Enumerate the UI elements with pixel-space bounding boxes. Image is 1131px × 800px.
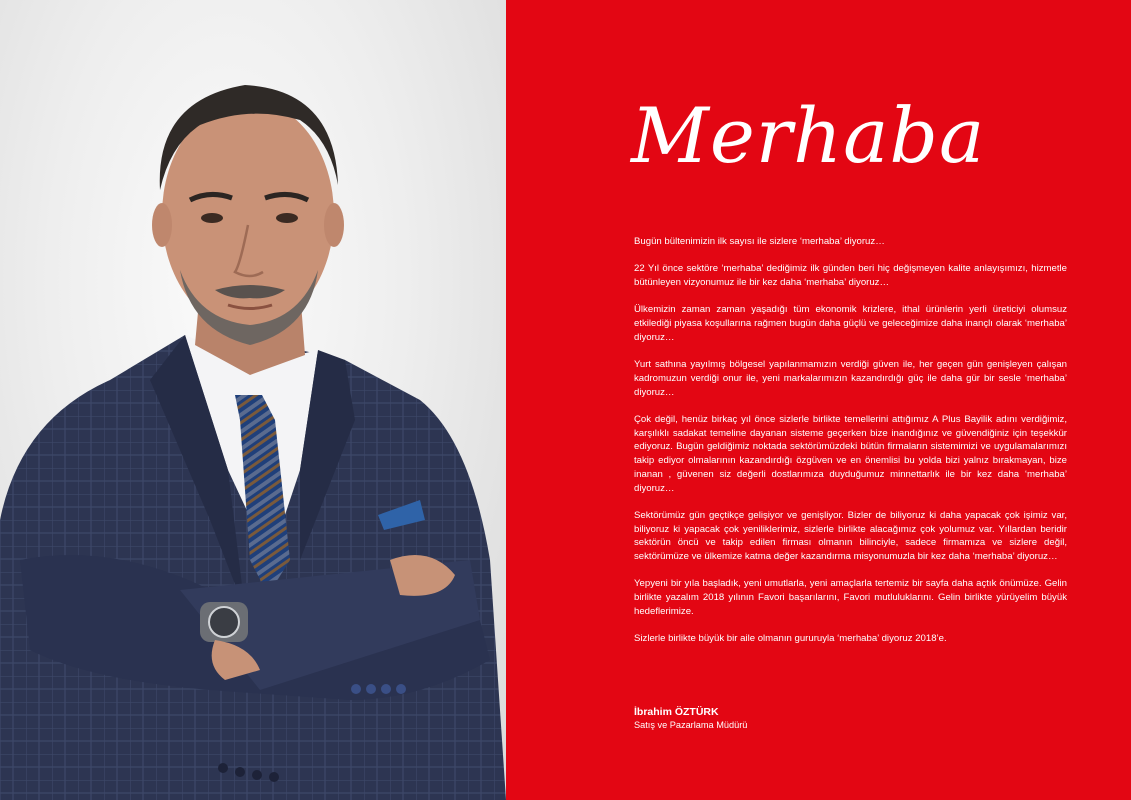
paragraph: Ülkemizin zaman zaman yaşadığı tüm ekonomik krizlere, ithal ürünlerin yerli üreticiyi olumsuz etkilediği piyasa koşullarına rağmen bugün daha güçlü ve geleceğimize daha inançlı olarak ‘merhaba’ diyoruz… [634,304,1067,343]
paragraph: 22 Yıl önce sektöre ‘merhaba’ dediğimiz ilk günden beri hiç değişmeyen kalite anlayışımızı, hizmetle bütünleyen vizyonumuz ile bir kez daha ‘merhaba’ diyoruz… [634,263,1067,289]
signature-name: İbrahim ÖZTÜRK [634,706,719,718]
paragraph: Çok değil, henüz birkaç yıl önce sizlerle birlikte temellerini attığımız A Plus Bayilik adını verdiğimiz, karşılıklı sadakat temeline dayanan sisteme geçerken bize inandığınız ve güvendiğiniz için teşekkür ediyoruz. Bugün geldiğimiz noktada sektörümüzdeki bütün firmaların sistemimizi ve uygulamalarımızı takip ediyor olmalarının kazandırdığı özgüven ve en önemlisi bu yolda bizi yalnız bırakmayan, bize inanan , güvenen siz değerli dostlarımıza duyduğumuz minnettarlık ile bir kez daha ‘merhaba’ diyoruz… [634,414,1067,494]
portrait-photo [0,0,506,800]
paragraph: Sizlerle birlikte büyük bir aile olmanın gururuyla ‘merhaba’ diyoruz 2018’e. [634,633,947,645]
paragraph: Yepyeni bir yıla başladık, yeni umutlarla, yeni amaçlarla tertemiz bir sayfa daha açtık önümüze. Gelin birlikte yazalım 2018 yılının Favori başarılarını, Favori mutluluklarını. Gelin birlikte yürüyelim büyük hedeflerimize. [634,578,1067,617]
paragraph: Yurt sathına yayılmış bölgesel yapılanmamızın verdiği güven ile, her geçen gün genişleyen çalışan kadromuzun verdiği onur ile, yeni markalarımızın kazandırdığı güç ile daha gür bir sesle ‘merhaba’ diyoruz… [634,359,1067,398]
signature-title: Satış ve Pazarlama Müdürü [634,720,748,730]
paragraph: Sektörümüz gün geçtikçe gelişiyor ve genişliyor. Bizler de biliyoruz ki daha yapacak çok işimiz var, biliyoruz ki yapacak çok yeniliklerimiz, sizlerle birlikte alacağımız çok yolumuz var. Yıllardan beridir sektörün öncü ve takip edilen firması olmanın bilinciyle, sadece firmamıza ve sizlere değil, sektörümüze ve ülkemize katma değer kazandırma misyonumuzla bir kez daha ‘merhaba’ diyoruz… [634,509,1067,563]
message-body [634,235,1067,660]
portrait-illustration [0,0,506,800]
page-heading: Merhaba [631,91,986,180]
paragraph: Bugün bültenimizin ilk sayısı ile sizlere ‘merhaba’ diyoruz… [634,236,885,247]
signature-block [634,705,747,732]
message-panel [506,0,1131,800]
